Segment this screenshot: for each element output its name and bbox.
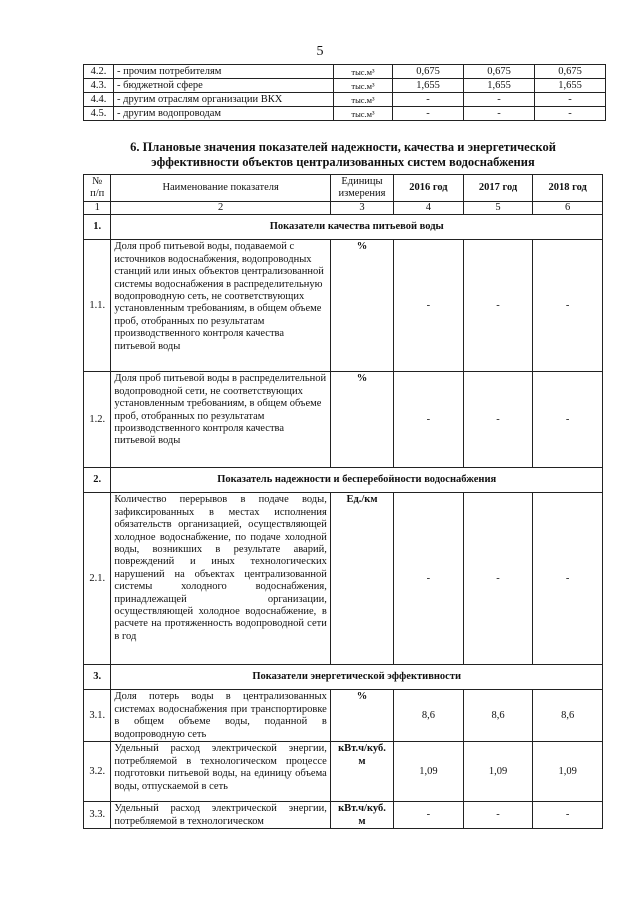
row-number: 4.5. — [84, 107, 114, 121]
row-value-2016: 1,09 — [394, 742, 464, 802]
section-row — [84, 468, 603, 493]
section-title: Показатели качества питьевой воды — [111, 215, 603, 240]
row-name: - другим водопроводам — [114, 107, 334, 121]
table-row — [84, 65, 606, 79]
table-row — [84, 93, 606, 107]
row-value-2018: - — [533, 802, 603, 829]
row-number: 3.2. — [84, 742, 111, 802]
row-unit: кВт.ч/куб. м — [330, 742, 393, 802]
table-row — [84, 690, 603, 742]
column-index: 1 — [84, 202, 111, 215]
row-unit: тыс.м³ — [334, 65, 393, 79]
row-value-2016: - — [393, 93, 464, 107]
row-value-2018: - — [533, 240, 603, 372]
row-number: 4.4. — [84, 93, 114, 107]
row-unit: тыс.м³ — [334, 79, 393, 93]
table-row — [84, 240, 603, 372]
table-row — [84, 742, 603, 802]
row-unit: тыс.м³ — [334, 107, 393, 121]
row-value-2016: - — [393, 107, 464, 121]
indicators-table — [83, 174, 603, 829]
row-number: 2.1. — [84, 493, 111, 665]
row-number: 1.2. — [84, 372, 111, 468]
row-value-2016: 8,6 — [394, 690, 464, 742]
header-2017: 2017 год — [463, 175, 533, 202]
section-number: 3. — [84, 665, 111, 690]
row-number: 4.3. — [84, 79, 114, 93]
row-unit: % — [330, 372, 393, 468]
row-name: Количество перерывов в подаче воды, зафиксированных в местах исполнения обязательств организацией, осуществляющей холодное водоснабжение, по подаче холодной воды, возникших в результате аварий, повреждений и иных технологических нарушений на объектах централизованной системы холодного водоснабжения, принадлежащей организации, осуществляющей холодное водоснабжение, в расчете на протяженность водопроводной сети в год — [111, 493, 330, 665]
row-value-2016: - — [394, 240, 464, 372]
section-number: 1. — [84, 215, 111, 240]
header-2018: 2018 год — [533, 175, 603, 202]
row-value-2017: - — [464, 93, 535, 107]
row-name: - бюджетной сфере — [114, 79, 334, 93]
column-index: 3 — [330, 202, 393, 215]
row-value-2016: 1,655 — [393, 79, 464, 93]
row-unit: кВт.ч/куб. м — [330, 802, 393, 829]
row-value-2016: - — [394, 493, 464, 665]
header-name: Наименование показателя — [111, 175, 330, 202]
row-name: Удельный расход электрической энергии, потребляемой в технологическом — [111, 802, 330, 829]
row-value-2016: 0,675 — [393, 65, 464, 79]
row-value-2017: 1,655 — [464, 79, 535, 93]
section-title: Показатель надежности и бесперебойности водоснабжения — [111, 468, 603, 493]
row-value-2017: 1,09 — [463, 742, 533, 802]
row-name: Доля потерь воды в централизованных системах водоснабжения при транспортировке в общем объеме воды, поданной в водопроводную сеть — [111, 690, 330, 742]
column-index: 5 — [463, 202, 533, 215]
table-row — [84, 802, 603, 829]
row-value-2018: 0,675 — [535, 65, 606, 79]
table-row — [84, 372, 603, 468]
row-value-2017: - — [463, 493, 533, 665]
row-value-2018: - — [535, 107, 606, 121]
page-number: 5 — [316, 44, 324, 59]
header-unit: Единицы измерения — [330, 175, 393, 202]
column-index: 6 — [533, 202, 603, 215]
row-value-2018: 1,09 — [533, 742, 603, 802]
section-heading-line-1: 6. Плановые значения показателей надежности, качества и энергетической — [130, 140, 556, 154]
row-name: Удельный расход электрической энергии, потребляемой в технологическом процессе подготовки питьевой воды, на единицу объема воды, отпускаемой в сеть — [111, 742, 330, 802]
row-name: - другим отраслям организации ВКХ — [114, 93, 334, 107]
row-value-2018: - — [533, 493, 603, 665]
row-name: - прочим потребителям — [114, 65, 334, 79]
section-heading — [83, 140, 603, 170]
row-value-2017: 0,675 — [464, 65, 535, 79]
header-2016: 2016 год — [394, 175, 464, 202]
row-name: Доля проб питьевой воды, подаваемой с источников водоснабжения, водопроводных станций или иных объектов централизованной системы водоснабжения в распределительную водопроводную сеть, не соответствующих установленным требованиям, в общем объеме проб, отобранных по результатам производственного контроля качества питьевой воды — [111, 240, 330, 372]
row-unit: Ед./км — [330, 493, 393, 665]
table-row — [84, 107, 606, 121]
row-value-2018: - — [533, 372, 603, 468]
row-number: 3.1. — [84, 690, 111, 742]
column-index-row — [84, 202, 603, 215]
row-name: Доля проб питьевой воды в распределительной водопроводной сети, не соответствующих установленным требованиям, в общем объеме проб, отобранных по результатам производственного контроля качества питьевой воды — [111, 372, 330, 468]
row-number: 4.2. — [84, 65, 114, 79]
header-row — [84, 175, 603, 202]
header-number: № п/п — [84, 175, 111, 202]
row-value-2017: - — [463, 240, 533, 372]
row-unit: % — [330, 240, 393, 372]
consumption-table — [83, 64, 606, 121]
column-index: 2 — [111, 202, 330, 215]
section-title: Показатели энергетической эффективности — [111, 665, 603, 690]
table-row — [84, 79, 606, 93]
row-unit: % — [330, 690, 393, 742]
row-value-2017: 8,6 — [463, 690, 533, 742]
row-number: 1.1. — [84, 240, 111, 372]
row-value-2018: - — [535, 93, 606, 107]
section-row — [84, 215, 603, 240]
row-number: 3.3. — [84, 802, 111, 829]
row-value-2017: - — [463, 372, 533, 468]
row-value-2016: - — [394, 372, 464, 468]
row-value-2018: 1,655 — [535, 79, 606, 93]
section-row — [84, 665, 603, 690]
row-value-2016: - — [394, 802, 464, 829]
table-row — [84, 493, 603, 665]
section-heading-line-2: эффективности объектов централизованных систем водоснабжения — [151, 155, 535, 169]
row-value-2018: 8,6 — [533, 690, 603, 742]
row-value-2017: - — [463, 802, 533, 829]
section-number: 2. — [84, 468, 111, 493]
row-value-2017: - — [464, 107, 535, 121]
column-index: 4 — [394, 202, 464, 215]
row-unit: тыс.м³ — [334, 93, 393, 107]
